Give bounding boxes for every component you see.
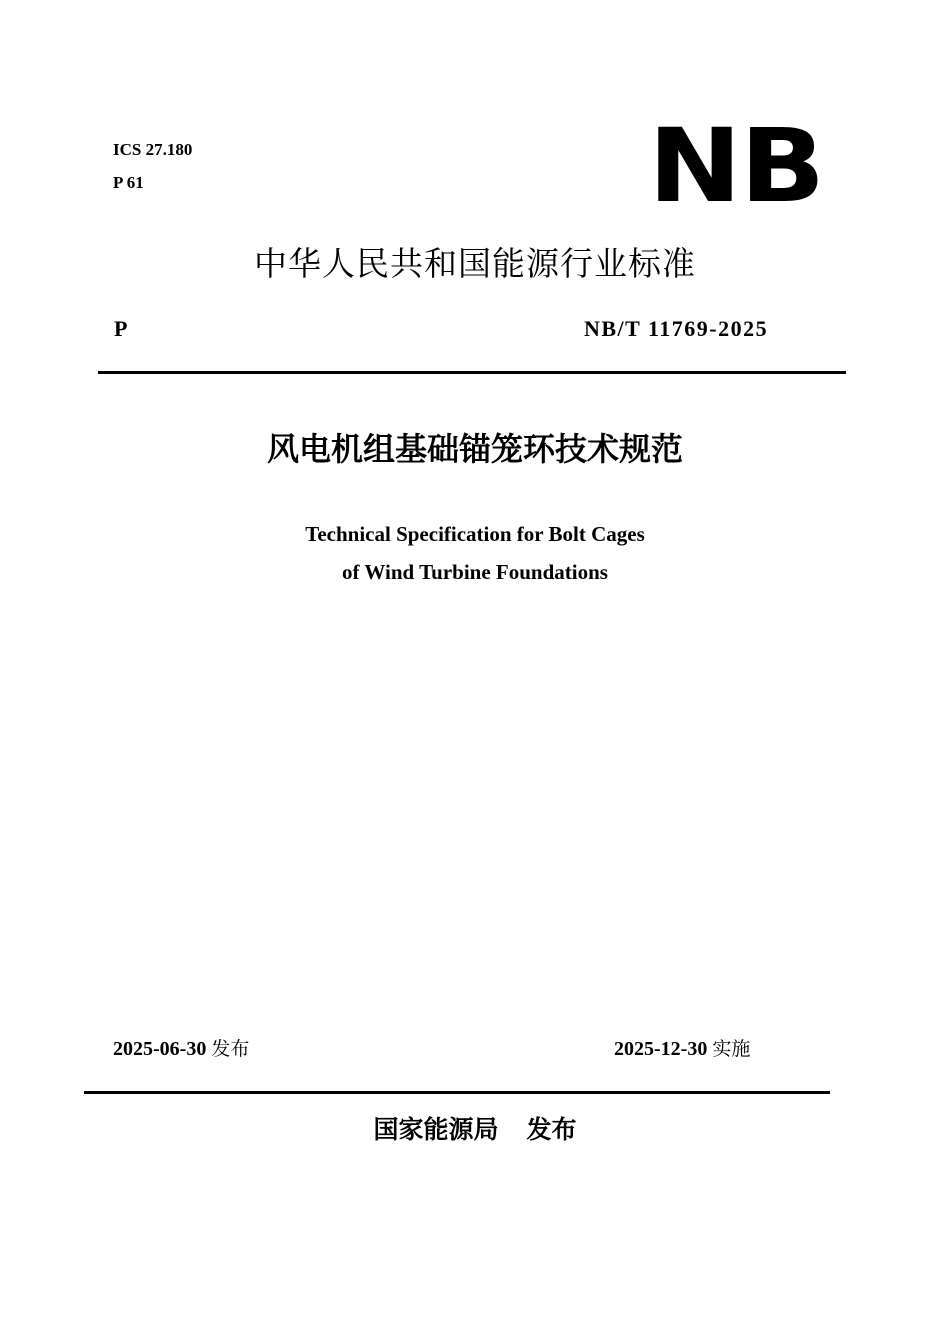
effective-date-block [614, 1034, 750, 1061]
effective-label: 实施 [712, 1038, 751, 1060]
nb-logo: NB [648, 107, 824, 226]
bottom-divider [84, 1091, 830, 1094]
ics-code: ICS 27.180 [113, 140, 193, 159]
top-divider [98, 371, 846, 374]
issuer-name: 国家能源局 [373, 1115, 499, 1144]
issuer-action: 发布 [526, 1115, 577, 1144]
title-chinese: 风电机组基础锚笼环技术规范 [266, 430, 683, 468]
issuer-line [0, 1110, 950, 1146]
publish-date: 2025-06-30 [113, 1038, 207, 1060]
standard-code: NB/T 11769-2025 [584, 316, 769, 341]
standard-category: 中华人民共和国能源行业标准 [254, 244, 696, 283]
publish-date-block [113, 1034, 249, 1061]
title-english-line2: of Wind Turbine Foundations [342, 560, 608, 584]
ccs-code: P 61 [113, 173, 144, 192]
standard-type-letter: P [114, 316, 128, 341]
title-english-line1: Technical Specification for Bolt Cages [305, 522, 645, 546]
effective-date: 2025-12-30 [614, 1038, 708, 1060]
publish-label: 发布 [211, 1038, 250, 1060]
